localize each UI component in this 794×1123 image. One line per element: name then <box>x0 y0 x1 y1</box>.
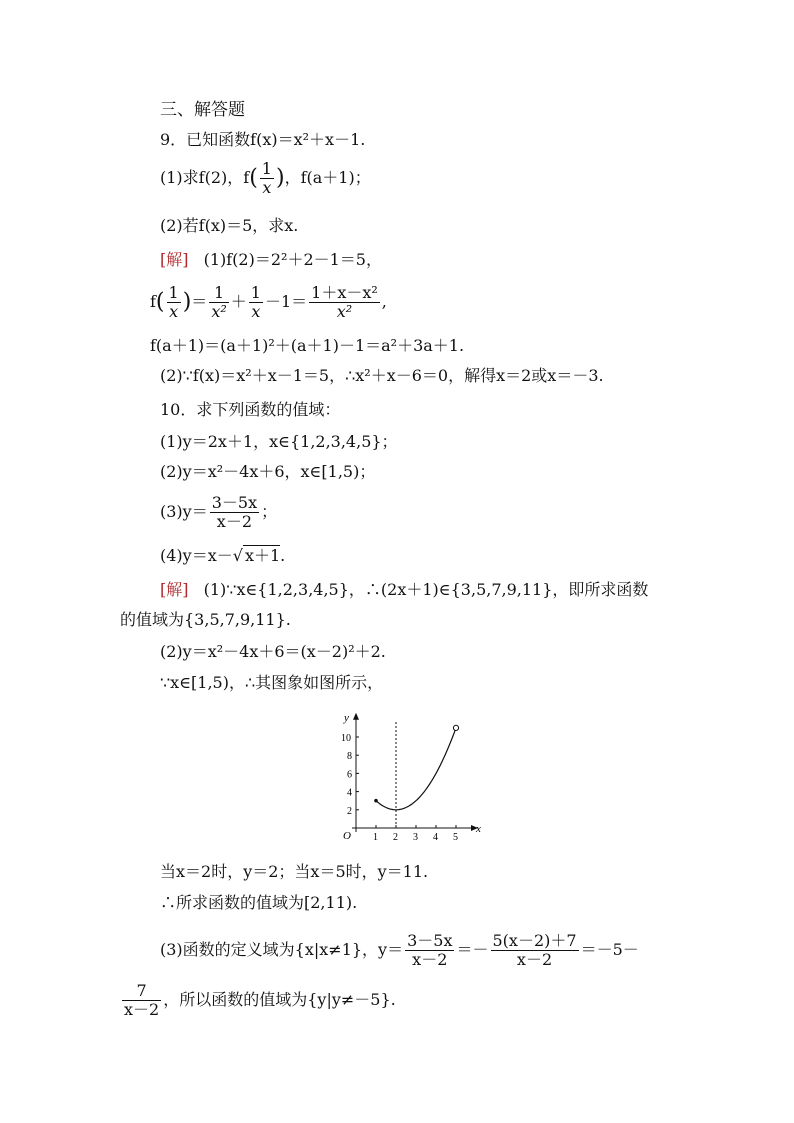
q9-part2: (2)若f(x)＝5，求x. <box>160 216 299 235</box>
x-tick-label: 4 <box>433 832 438 843</box>
start-point-closed <box>374 799 378 803</box>
y-tick-label: 2 <box>347 805 352 817</box>
q10-solution-line5: 当x＝2时，y＝2；当x＝5时，y＝11. <box>160 862 429 881</box>
solution-tag: [解] <box>160 250 189 269</box>
q10-solution-line8: $\frac{7}{x-2}$ ，所以函数的值域为{y|y≠－5}. <box>124 981 396 1019</box>
q10-solution-line7: (3)函数的定义域为{x|x≠1}，y＝ $\frac{3-5x}{x-2}$ ＝－ $\frac{5(x-2)+7}{x-2}$ ＝－5－ <box>160 931 639 969</box>
section-title: 三、解答题 <box>160 100 245 120</box>
q9-solution-line2: f( $\frac{1}{x}$ )＝ $\frac{1}{\text{x²}}$ ＋ $\frac{1}{x}$ －1＝ $\frac{\text{1＋x－x²}}{\text{x²}}$ , <box>150 283 387 321</box>
y-tick-label: 6 <box>347 769 352 781</box>
x-tick-label: 3 <box>413 832 418 843</box>
y-axis-arrow <box>353 713 359 720</box>
x-axis-label: x <box>476 823 481 835</box>
fraction: $\frac{1}{x}$ <box>261 159 272 197</box>
q10-solution-line6: ∴所求函数的值域为[2,11). <box>160 893 358 912</box>
x-tick-label: 2 <box>393 832 398 843</box>
q9-solution-line3: f(a＋1)＝(a＋1)²＋(a＋1)－1＝a²＋3a＋1. <box>150 336 465 355</box>
q9-solution-line4: (2)∵f(x)＝x²＋x－1＝5，∴x²＋x－6＝0，解得x＝2或x＝－3. <box>160 366 604 385</box>
q10-solution-line4: ∵x∈[1,5)，∴其图象如图所示， <box>160 673 384 692</box>
q10-stem: 10．求下列函数的值域： <box>160 400 341 419</box>
q10-part1: (1)y＝2x＋1，x∈{1,2,3,4,5}； <box>160 432 398 451</box>
q9-stem: 9．已知函数f(x)＝x²＋x－1. <box>160 130 366 149</box>
q10-part3: (3)y＝ $\frac{3-5x}{x-2}$ ； <box>160 493 278 531</box>
q9-part1: (1)求f(2)，f( $\frac{1}{x}$ )，f(a＋1)； <box>160 159 371 197</box>
y-tick-label: 4 <box>347 787 352 799</box>
q10-part4: (4)y＝x－√ x＋1. <box>160 546 286 565</box>
solution-tag: [解] <box>160 580 189 599</box>
parabola-curve <box>376 728 456 810</box>
origin-label: O <box>343 830 351 842</box>
y-tick-label: 8 <box>347 751 352 763</box>
y-axis-label: y <box>344 711 349 724</box>
q9-solution-line1: [解] (1)f(2)＝2²＋2－1＝5， <box>160 250 382 269</box>
q10-solution-line1: [解] (1)∵x∈{1,2,3,4,5}，∴(2x＋1)∈{3,5,7,9,11}，即所求函数 <box>160 580 649 599</box>
end-point-open <box>453 725 458 730</box>
q10-solution-line3: (2)y＝x²－4x＋6＝(x－2)²＋2. <box>160 642 386 661</box>
q10-part2: (2)y＝x²－4x＋6，x∈[1,5)； <box>160 462 376 481</box>
parabola-chart <box>336 704 506 844</box>
y-tick-label: 10 <box>341 733 351 744</box>
x-tick-label: 5 <box>453 832 458 843</box>
x-tick-label: 1 <box>373 832 378 843</box>
q10-solution-line2: 的值域为{3,5,7,9,11}. <box>120 610 291 629</box>
